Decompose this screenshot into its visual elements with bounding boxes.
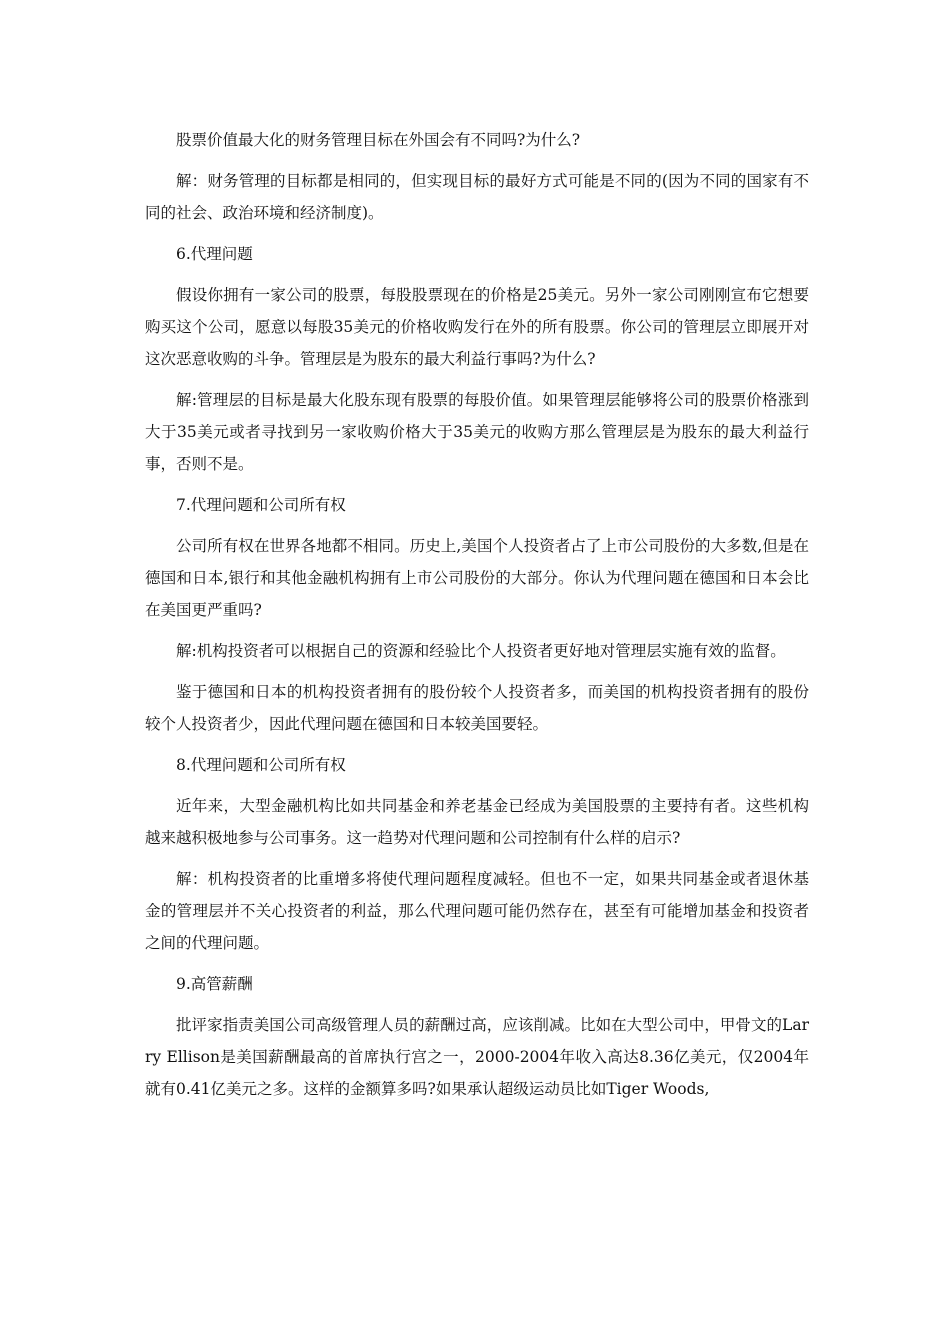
question-heading: 9.高管薪酬 bbox=[176, 975, 253, 993]
answer-paragraph: 解：机构投资者的比重增多将使代理问题程度减轻。但也不一定，如果共同基金或者退休基金的管理层并不关心投资者的利益，那么代理问题可能仍然存在，甚至有可能增加基金和投资者之间的代理问题。 bbox=[145, 870, 809, 952]
question-paragraph: 批评家指责美国公司高级管理人员的薪酬过高，应该削减。比如在大型公司中，甲骨文的Larry Ellison是美国薪酬最高的首席执行宫之一，2000-2004年收入高达8.36亿美元，仅2004年就有0.41亿美元之多。这样的金额算多吗?如果承认超级运动员比如Tiger Woods, bbox=[145, 1016, 809, 1098]
question-heading: 6.代理问题 bbox=[176, 245, 253, 263]
answer-paragraph: 解:管理层的目标是最大化股东现有股票的每股价值。如果管理层能够将公司的股票价格涨到大于35美元或者寻找到另一家收购价格大于35美元的收购方那么管理层是为股东的最大利益行事，否则不是。 bbox=[145, 391, 809, 473]
question-paragraph: 假设你拥有一家公司的股票，每股股票现在的价格是25美元。另外一家公司刚刚宣布它想要购买这个公司，愿意以每股35美元的价格收购发行在外的所有股票。你公司的管理层立即展开对这次恶意收购的斗争。管理层是为股东的最大利益行事吗?为什么? bbox=[145, 286, 809, 368]
question-paragraph: 股票价值最大化的财务管理目标在外国会有不同吗?为什么? bbox=[176, 131, 581, 149]
question-paragraph: 公司所有权在世界各地都不相同。历史上,美国个人投资者占了上市公司股份的大多数,但是在德国和日本,银行和其他金融机构拥有上市公司股份的大部分。你认为代理问题在德国和日本会比在美国更严重吗? bbox=[145, 537, 809, 619]
question-heading: 8.代理问题和公司所有权 bbox=[176, 756, 346, 774]
question-paragraph: 近年来，大型金融机构比如共同基金和养老基金已经成为美国股票的主要持有者。这些机构越来越积极地参与公司事务。这一趋势对代理问题和公司控制有什么样的启示? bbox=[145, 797, 809, 847]
answer-paragraph: 解：财务管理的目标都是相同的，但实现目标的最好方式可能是不同的(因为不同的国家有不同的社会、政治环境和经济制度)。 bbox=[145, 172, 809, 222]
answer-paragraph: 鉴于德国和日本的机构投资者拥有的股份较个人投资者多，而美国的机构投资者拥有的股份较个人投资者少，因此代理问题在德国和日本较美国要轻。 bbox=[145, 683, 809, 733]
document-page bbox=[145, 124, 809, 1114]
answer-paragraph: 解:机构投资者可以根据自己的资源和经验比个人投资者更好地对管理层实施有效的监督。 bbox=[176, 642, 786, 660]
question-heading: 7.代理问题和公司所有权 bbox=[176, 496, 346, 514]
